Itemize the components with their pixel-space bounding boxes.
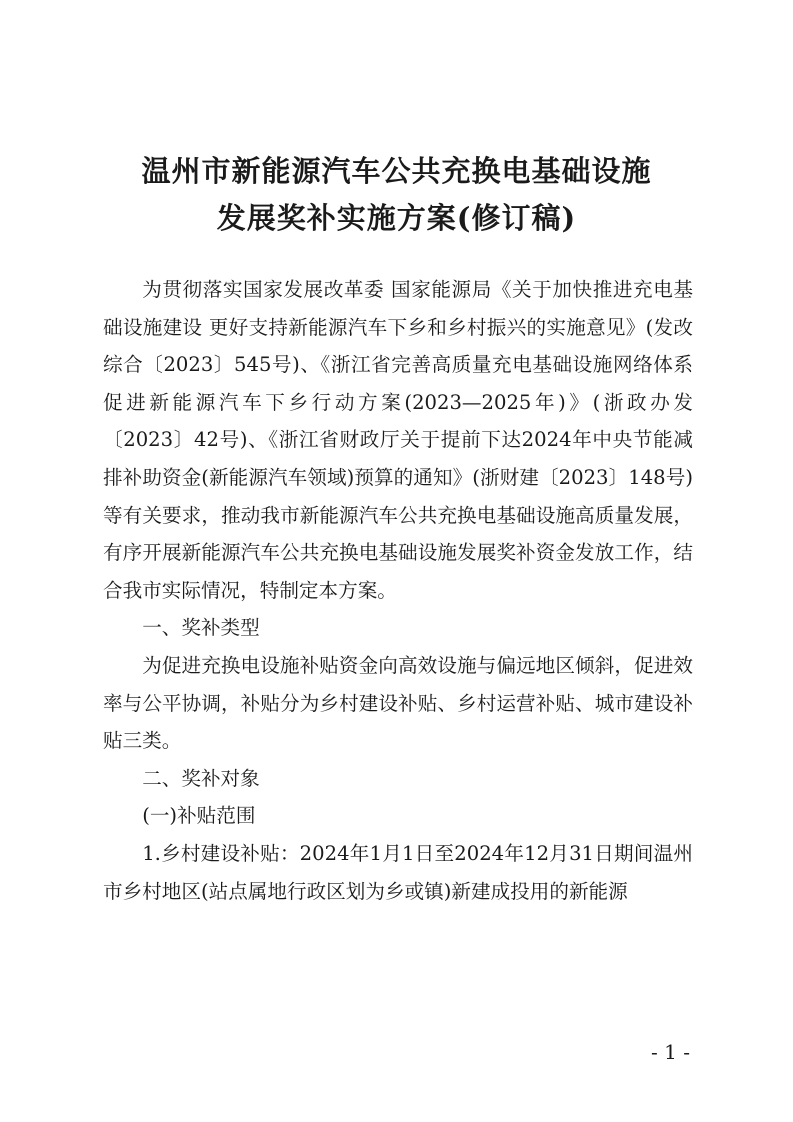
subsection-1-heading: (一)补贴范围 — [142, 804, 256, 828]
section-2-heading: 二、奖补对象 — [142, 766, 260, 790]
section-1-heading: 一、奖补类型 — [142, 616, 260, 640]
title-line-1: 温州市新能源汽车公共充换电基础设施 — [141, 154, 652, 188]
item-1-paragraph: 1.乡村建设补贴：2024年1月1日至2024年12月31日期间温州市乡村地区(站点属地行政区划为乡或镇)新建成投用的新能源 — [103, 841, 693, 903]
page-number: - 1 - — [651, 1040, 690, 1064]
document-title — [0, 148, 793, 242]
document-body — [103, 271, 693, 910]
section-1-paragraph: 为促进充换电设施补贴资金向高效设施与偏远地区倾斜，促进效率与公平协调，补贴分为乡村建设补贴、乡村运营补贴、城市建设补贴三类。 — [103, 653, 693, 753]
title-line-2: 发展奖补实施方案(修订稿) — [216, 201, 577, 235]
intro-paragraph: 为贯彻落实国家发展改革委 国家能源局《关于加快推进充电基础设施建设 更好支持新能源汽车下乡和乡村振兴的实施意见》(发改综合〔2023〕545号)、《浙江省完善高质量充电基础设施网络体系促进新能源汽车下乡行动方案(2023—2025年)》(浙政办发〔2023〕42号)、《浙江省财政厅关于提前下达2024年中央节能减排补助资金(新能源汽车领域)预算的通知》(浙财建〔2023〕148号)等有关要求，推动我市新能源汽车公共充换电基础设施高质量发展，有序开展新能源汽车公共充换电基础设施发展奖补资金发放工作，结合我市实际情况，特制定本方案。 — [103, 278, 693, 602]
